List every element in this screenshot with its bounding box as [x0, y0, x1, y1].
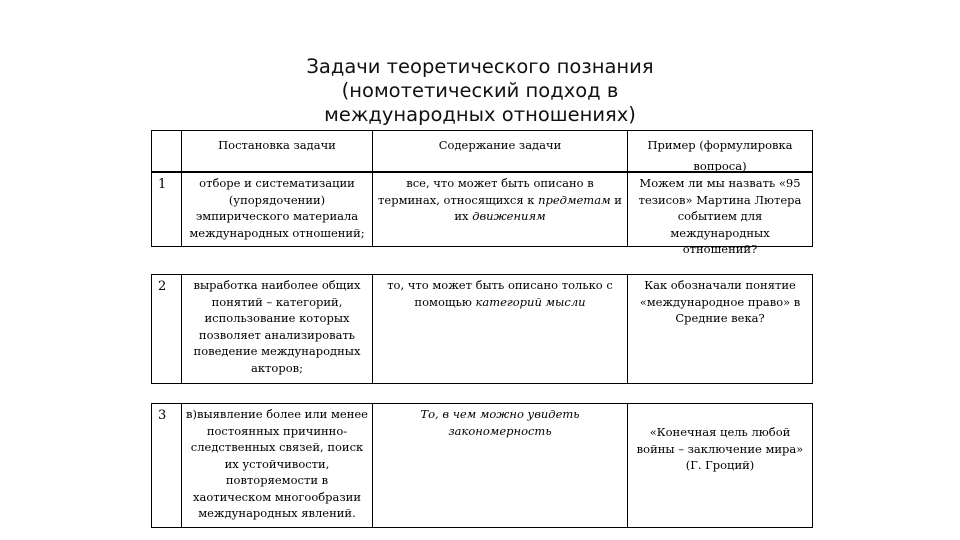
title-line-1: Задачи теоретического познания	[306, 55, 654, 78]
header-num-cell	[152, 131, 182, 171]
slide-title	[300, 55, 660, 127]
content-text: и их	[454, 192, 622, 223]
row-content	[373, 173, 628, 246]
row-task: в)выявление более или менее постоянных причинно-следственных связей, поиск их устойчивости, повторяемости в хаотическом многообразии международных явлений.	[182, 404, 373, 527]
row-content	[373, 275, 628, 383]
header-content: Содержание задачи	[373, 131, 628, 171]
content-emphasis: движениям	[472, 209, 546, 223]
row-example: Как обозначали понятие «международное право» в Средние века?	[639, 278, 801, 325]
content-emphasis: категорий мысли	[475, 294, 586, 309]
row-number: 3	[152, 404, 182, 527]
row-task: отборе и систематизации (упорядочении) эмпирического материала международных отношений;	[182, 173, 373, 246]
table-row	[151, 403, 813, 528]
row-number: 1	[152, 173, 182, 246]
table-row	[151, 274, 813, 384]
row-example: Можем ли мы назвать «95 тезисов» Мартина Лютера событием для международных отношений?	[638, 176, 802, 256]
table-row	[151, 172, 813, 256]
title-line-3: международных отношениях)	[324, 103, 636, 126]
row-example: «Конечная цель любой войны – заключение мира» (Г. Гроций)	[636, 425, 804, 472]
title-line-2: (номотетический подход в	[341, 79, 619, 102]
header-example: Пример (формулировка вопроса)	[647, 138, 793, 173]
header-task: Постановка задачи	[182, 131, 373, 171]
row-task: выработка наиболее общих понятий – категорий, использование которых позволяет анализировать поведение международных акторов;	[182, 275, 373, 383]
content-text: все, что может быть описано в терминах, относящихся к	[378, 176, 594, 207]
row-number: 2	[152, 275, 182, 383]
content-emphasis: То, в чем можно увидеть закономерность	[420, 407, 580, 438]
row-content	[373, 404, 628, 527]
content-text: то, что может быть описано только с помощью	[387, 278, 613, 309]
content-emphasis: предметам	[538, 192, 611, 207]
table-header-row	[151, 130, 813, 172]
